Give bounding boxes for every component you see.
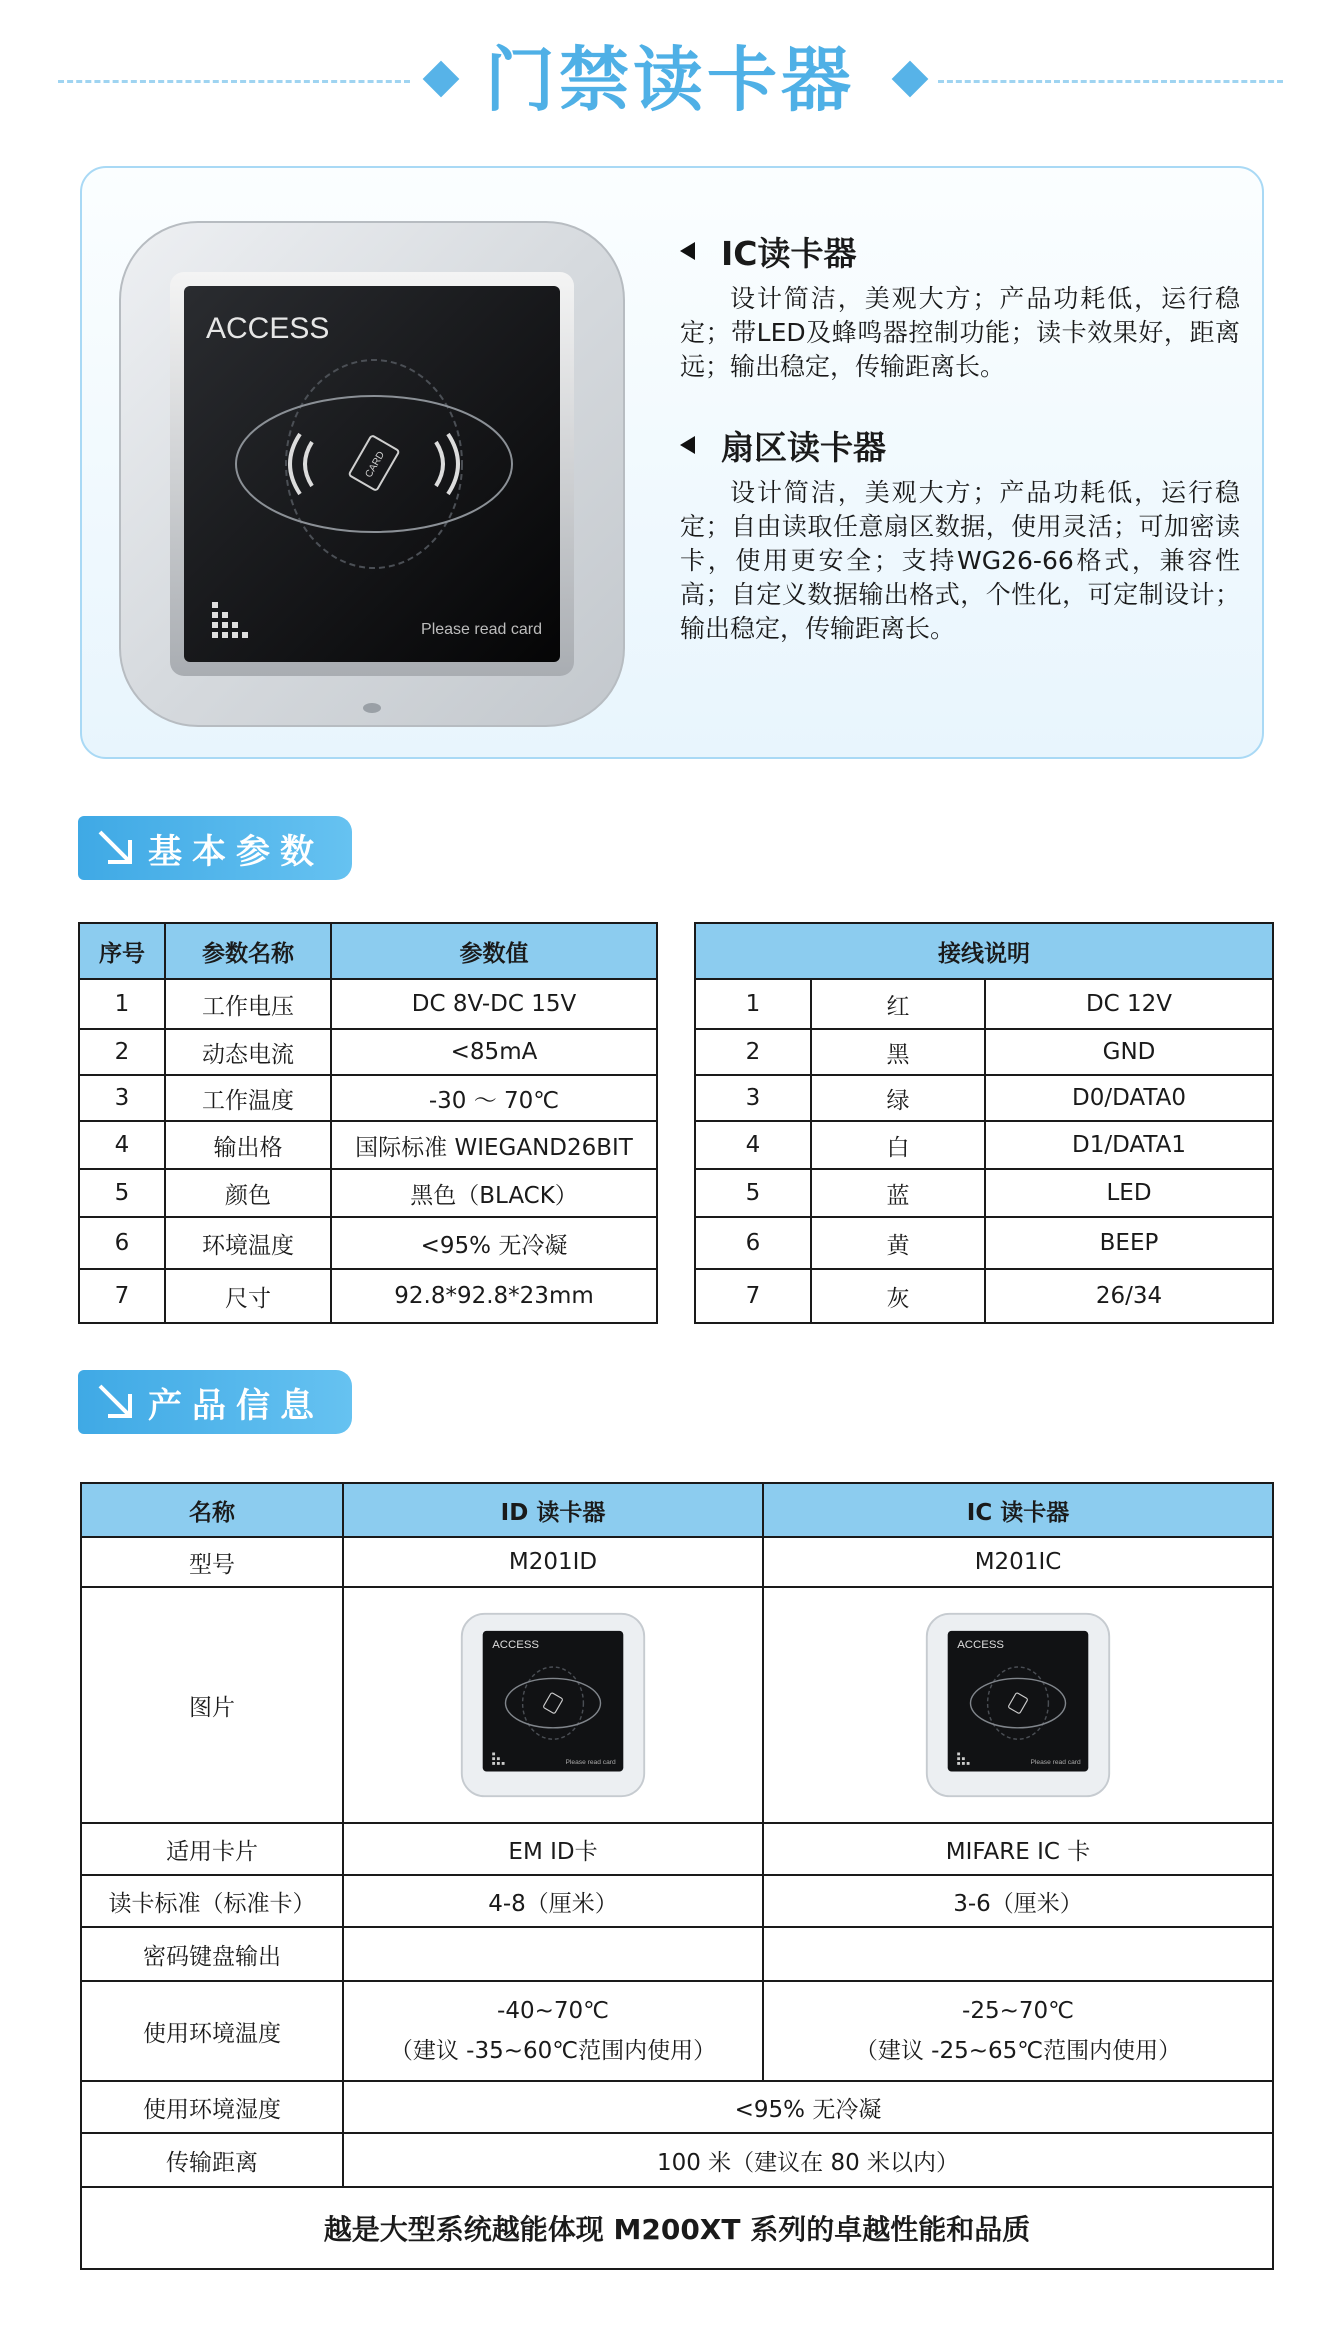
table-cell: 红 — [811, 979, 985, 1029]
table-cell: 工作电压 — [165, 979, 331, 1029]
product-info-table — [80, 1482, 1274, 2270]
table-cell: 3 — [79, 1075, 165, 1121]
table-cell: 环境温度 — [165, 1217, 331, 1269]
table-row — [695, 1029, 1273, 1075]
table-cell: D0/DATA0 — [985, 1075, 1273, 1121]
table-cell: 输出格 — [165, 1121, 331, 1169]
table-cell: 黑色（BLACK） — [331, 1169, 657, 1217]
table-row — [79, 1075, 657, 1121]
table-cell: 6 — [695, 1217, 811, 1269]
table-cell: 黄 — [811, 1217, 985, 1269]
table-cell: 4 — [79, 1121, 165, 1169]
table-cell: 型号 — [81, 1537, 343, 1587]
table-cell: 26/34 — [985, 1269, 1273, 1323]
table-row — [79, 1217, 657, 1269]
reader-logo — [206, 312, 329, 345]
table-cell: 7 — [695, 1269, 811, 1323]
table-cell: 工作温度 — [165, 1075, 331, 1121]
table-cell: MIFARE IC 卡 — [763, 1823, 1273, 1875]
feature-description: 设计简洁，美观大方；产品功耗低，运行稳定；自由读取任意扇区数据，使用灵活；可加密读卡，使用更安全；支持WG26-66格式，兼容性高；自定义数据输出格式，个性化，可定制设计；输出稳定，传输距离长。 — [680, 478, 1240, 643]
table-cell: 5 — [79, 1169, 165, 1217]
column-header: 参数值 — [331, 923, 657, 979]
table-row — [695, 1121, 1273, 1169]
diamond-icon — [423, 61, 460, 98]
table-cell: 2 — [79, 1029, 165, 1075]
svg-text:Please read card: Please read card — [421, 621, 542, 638]
table-cell: M201ID — [343, 1537, 763, 1587]
svg-text:ACCESS: ACCESS — [957, 1639, 1005, 1651]
table-row — [79, 1169, 657, 1217]
svg-text:ACCESS: ACCESS — [206, 312, 330, 345]
svg-text:Please read card: Please read card — [565, 1758, 616, 1766]
ic-reader-image — [923, 1610, 1113, 1800]
table-row — [695, 1075, 1273, 1121]
table-cell: 100 米（建议在 80 米以内） — [343, 2133, 1273, 2187]
table-cell: 图片 — [81, 1587, 343, 1823]
table-row — [695, 1217, 1273, 1269]
table-row — [695, 979, 1273, 1029]
table-cell: <95% 无冷凝 — [343, 2081, 1273, 2133]
arrow-down-right-icon — [94, 828, 134, 868]
diamond-icon — [892, 61, 929, 98]
table-cell: 适用卡片 — [81, 1823, 343, 1875]
table-cell: 6 — [79, 1217, 165, 1269]
table-cell: 3-6（厘米） — [763, 1875, 1273, 1927]
column-header: 名称 — [81, 1483, 343, 1537]
table-cell: 密码键盘输出 — [81, 1927, 343, 1981]
column-header: 参数名称 — [165, 923, 331, 979]
table-cell: 绿 — [811, 1075, 985, 1121]
column-header: 接线说明 — [695, 923, 1273, 979]
table-cell: <85mA — [331, 1029, 657, 1075]
table-cell: BEEP — [985, 1217, 1273, 1269]
table-cell: 使用环境温度 — [81, 1981, 343, 2081]
card-reader-image — [112, 214, 632, 734]
section-tab-basic-params: 基本参数 — [78, 816, 352, 880]
table-cell: 传输距离 — [81, 2133, 343, 2187]
table-row — [81, 2133, 1273, 2187]
table-cell: 颜色 — [165, 1169, 331, 1217]
table-cell: LED — [985, 1169, 1273, 1217]
table-cell: 92.8*92.8*23mm — [331, 1269, 657, 1323]
triangle-left-icon — [680, 436, 695, 454]
triangle-left-icon — [680, 242, 695, 260]
table-row — [81, 1823, 1273, 1875]
header-dashed-line-left — [58, 80, 410, 83]
table-cell: 1 — [79, 979, 165, 1029]
header-dashed-line-right — [938, 80, 1283, 83]
column-header: ID 读卡器 — [343, 1483, 763, 1537]
table-cell: 灰 — [811, 1269, 985, 1323]
table-cell: 7 — [79, 1269, 165, 1323]
table-cell — [763, 1927, 1273, 1981]
table-cell — [343, 1587, 763, 1823]
table-cell — [763, 1587, 1273, 1823]
table-row — [81, 1981, 1273, 2081]
table-cell: <95% 无冷凝 — [331, 1217, 657, 1269]
table-cell: D1/DATA1 — [985, 1121, 1273, 1169]
table-cell: 白 — [811, 1121, 985, 1169]
table-cell — [343, 1927, 763, 1981]
table-cell: 4 — [695, 1121, 811, 1169]
table-cell: 动态电流 — [165, 1029, 331, 1075]
table-cell: DC 8V-DC 15V — [331, 979, 657, 1029]
wiring-table — [694, 922, 1274, 1324]
footer-slogan: 越是大型系统越能体现 M200XT 系列的卓越性能和品质 — [81, 2187, 1273, 2269]
table-cell: -25~70℃ （建议 -25~65℃范围内使用） — [763, 1981, 1273, 2081]
table-row — [81, 2081, 1273, 2133]
table-cell: 5 — [695, 1169, 811, 1217]
feature-title: IC读卡器 — [721, 233, 857, 273]
intro-panel — [80, 166, 1264, 759]
page-title: 门禁读卡器 — [485, 39, 855, 121]
table-cell: 读卡标准（标准卡） — [81, 1875, 343, 1927]
table-cell: 黑 — [811, 1029, 985, 1075]
feature-sector-reader — [680, 422, 1240, 646]
basic-params-table — [78, 922, 658, 1324]
table-cell: GND — [985, 1029, 1273, 1075]
table-row — [695, 1169, 1273, 1217]
feature-description: 设计简洁，美观大方；产品功耗低，运行稳定；带LED及蜂鸣器控制功能；读卡效果好，距离远；输出稳定，传输距离长。 — [680, 284, 1240, 381]
table-cell: 3 — [695, 1075, 811, 1121]
table-cell: 蓝 — [811, 1169, 985, 1217]
section-tab-product-info: 产品信息 — [78, 1370, 352, 1434]
table-cell: -30 ～ 70℃ — [331, 1075, 657, 1121]
svg-text:Please read card: Please read card — [1030, 1758, 1081, 1766]
table-row — [79, 1269, 657, 1323]
table-row — [81, 1875, 1273, 1927]
table-row — [79, 1029, 657, 1075]
feature-ic-reader — [680, 228, 1240, 384]
table-cell: DC 12V — [985, 979, 1273, 1029]
table-cell: 尺寸 — [165, 1269, 331, 1323]
table-cell: M201IC — [763, 1537, 1273, 1587]
table-cell: 国际标准 WIEGAND26BIT — [331, 1121, 657, 1169]
table-row — [695, 1269, 1273, 1323]
table-row — [79, 979, 657, 1029]
table-cell: 1 — [695, 979, 811, 1029]
id-reader-image — [458, 1610, 648, 1800]
table-cell: -40~70℃ （建议 -35~60℃范围内使用） — [343, 1981, 763, 2081]
table-row — [81, 1587, 1273, 1823]
table-footer-row — [81, 2187, 1273, 2269]
arrow-down-right-icon — [94, 1382, 134, 1422]
table-cell: 4-8（厘米） — [343, 1875, 763, 1927]
table-cell: 2 — [695, 1029, 811, 1075]
table-cell: EM ID卡 — [343, 1823, 763, 1875]
column-header: IC 读卡器 — [763, 1483, 1273, 1537]
table-row — [81, 1927, 1273, 1981]
table-row — [79, 1121, 657, 1169]
column-header: 序号 — [79, 923, 165, 979]
table-cell: 使用环境湿度 — [81, 2081, 343, 2133]
svg-text:ACCESS: ACCESS — [492, 1639, 540, 1651]
svg-text:CARD: CARD — [363, 449, 388, 480]
table-row — [81, 1537, 1273, 1587]
feature-title: 扇区读卡器 — [721, 427, 886, 467]
